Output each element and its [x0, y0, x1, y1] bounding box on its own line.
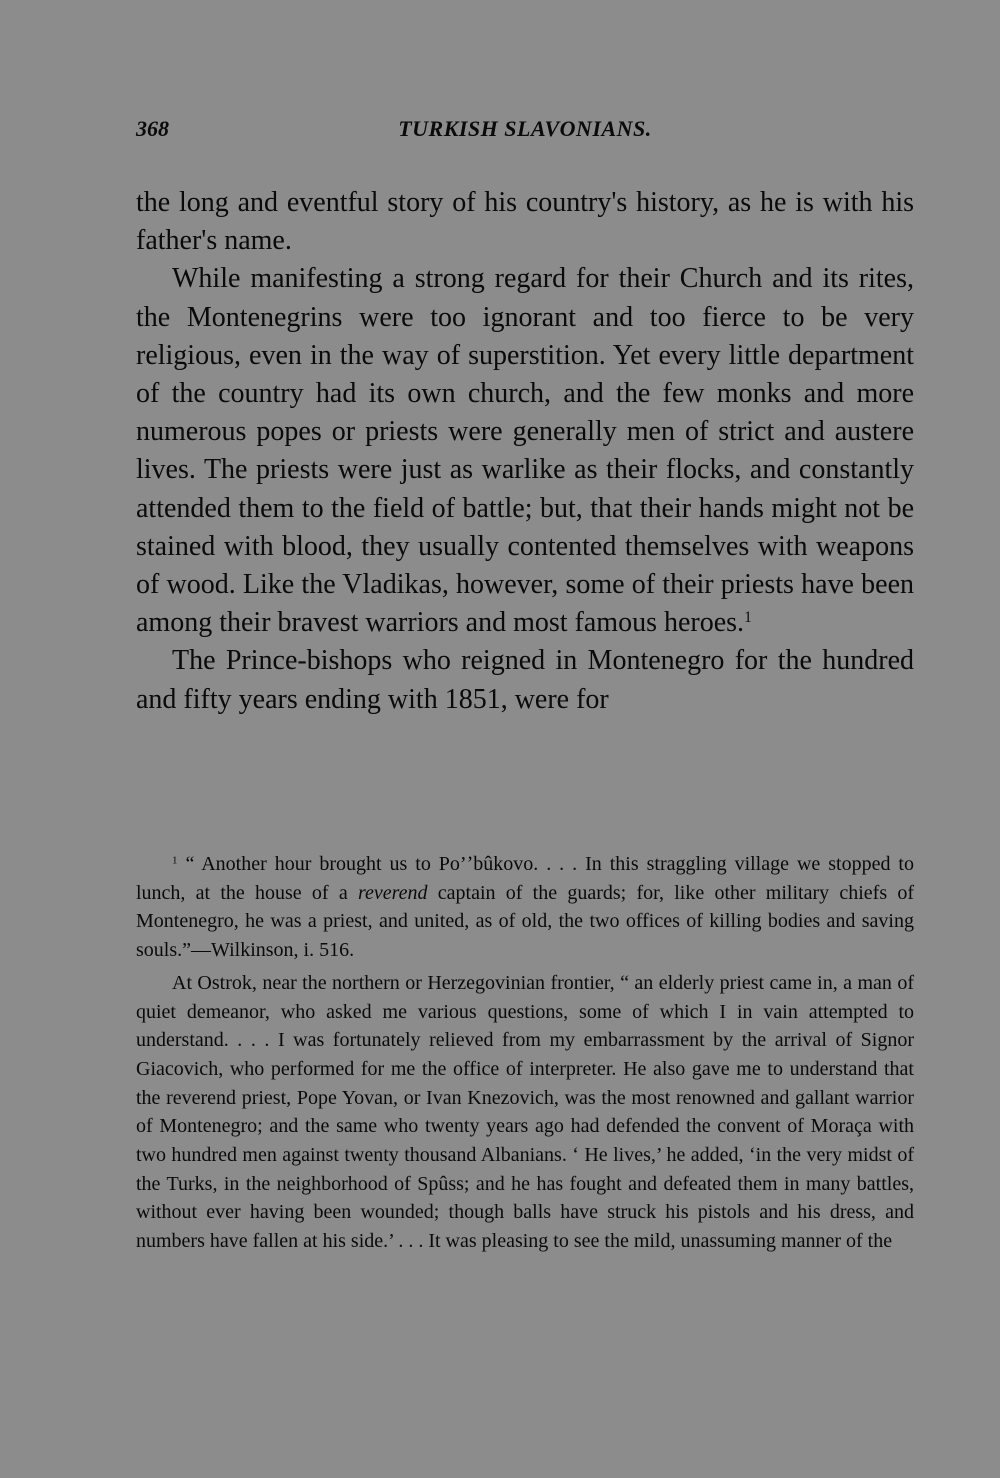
footnote-emphasis: reverend: [357, 881, 428, 904]
footnote-text: “ Another hour brought us to Po’ʼbûkovo. . . . In this straggling village we stopped to lunch, at the house of a: [136, 853, 914, 904]
paragraph-text: the long and eventful story of his country's history, as he is with his father's name.: [136, 187, 914, 257]
paragraph-text: The Prince-bishops who reigned in Montenegro for the hundred and fifty years ending with 1851, were for: [136, 645, 914, 715]
footnotes: [136, 850, 914, 1256]
paragraph-priests: [136, 260, 914, 642]
footnote-reference: 1: [744, 609, 752, 626]
footnote-1: [136, 850, 914, 965]
footnote-text: At Ostrok, near the northern or Herzegovinian frontier, “ an elderly priest came in, a man of quiet demeanor, who asked me various questions, some of which I in vain attempted to understand. . . . I was fortunately relieved from my embarrassment by the arrival of Signor Giacovich, who performed for me the office of interpreter. He also gave me to understand that the reverend priest, Pope Yovan, or Ivan Knezovich, was the most renowned and gallant warrior of Montenegro; and the same who twenty years ago had defended the convent of Moraça with two hundred men against twenty thousand Albanians. ‘ He lives,’ he added, ‘in the very midst of the Turks, in the neighborhood of Spûss; and he has fought and defeated them in many battles, without ever having been wounded; though balls have struck his pistols and his dress, and numbers have fallen at his side.’ . . . It was pleasing to see the mild, unassuming manner of the: [136, 971, 914, 1253]
footnote-text: captain of the guards; for, like other military chiefs of Montenegro, he was a priest, and united, as of old, the two offices of killing bodies and saving souls.”—Wilkinson, i. 516.: [136, 881, 915, 962]
main-text: [136, 184, 914, 719]
page-number: 368: [136, 116, 169, 141]
running-title: TURKISH SLAVONIANS.: [398, 116, 652, 141]
paragraph-prince-bishops: [136, 642, 914, 718]
footnote-1-continuation: [136, 969, 914, 1256]
paragraph-continued: [136, 184, 914, 260]
page-header: [136, 116, 914, 146]
footnote-mark: 1: [172, 854, 178, 867]
paragraph-text: While manifesting a strong regard for their Church and its rites, the Montenegrins were too ignorant and too fierce to be very religious, even in the way of superstition. Yet every little department of the country had its own church, and the few monks and more numerous popes or priests were generally men of strict and austere lives. The priests were just as warlike as their flocks, and constantly attended them to the field of battle; but, that their hands might not be stained with blood, they usually contented themselves with weapons of wood. Like the Vladikas, however, some of their priests have been among their bravest warriors and most famous heroes.: [136, 263, 914, 639]
